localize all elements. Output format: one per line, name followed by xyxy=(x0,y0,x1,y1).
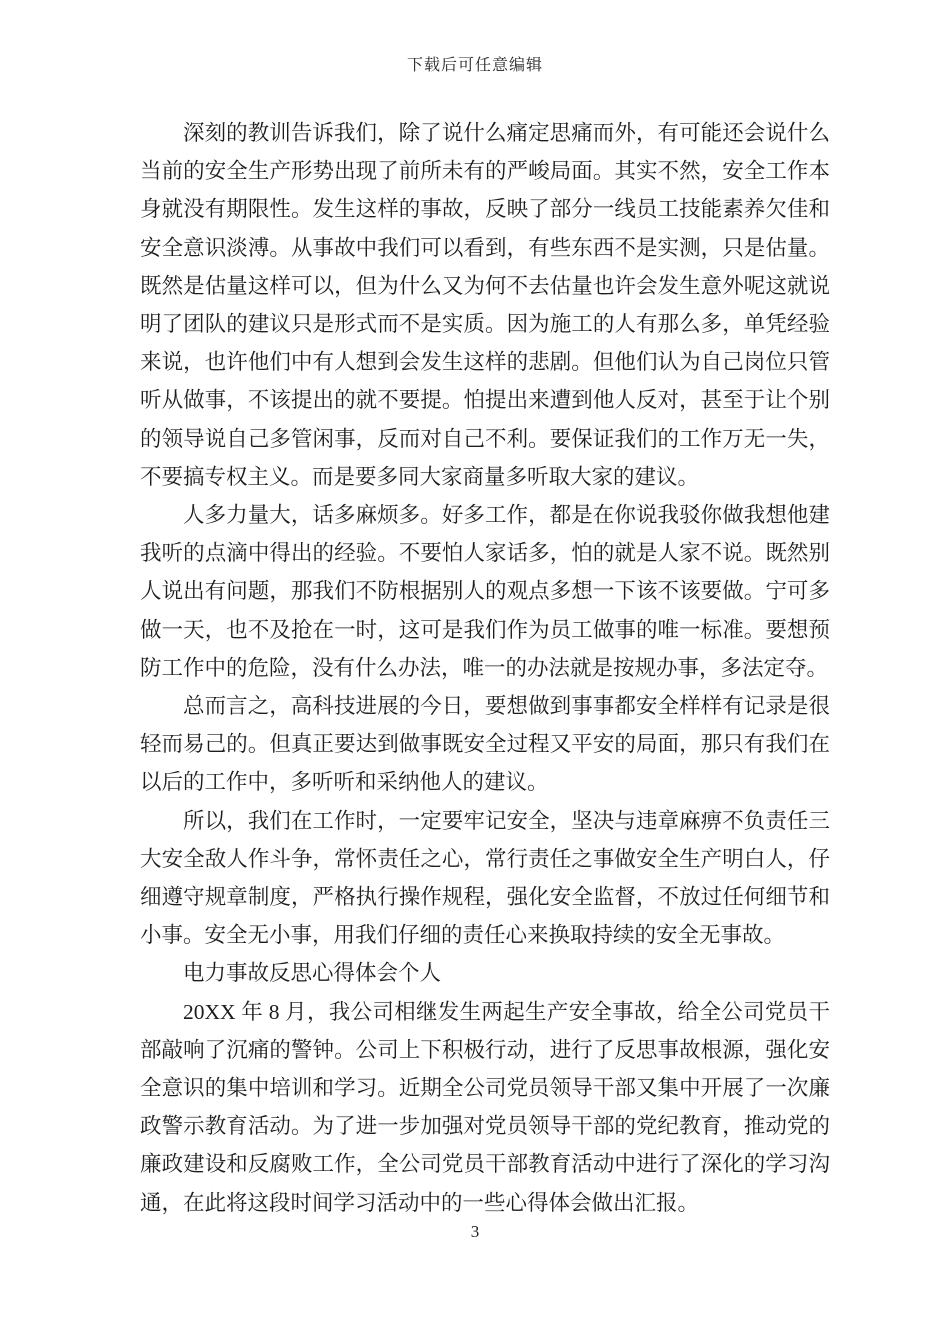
paragraph: 深刻的教训告诉我们，除了说什么痛定思痛而外，有可能还会说什么当前的安全生产形势出现了前所未有的严峻局面。其实不然，安全工作本身就没有期限性。发生这样的事故，反映了部分一线员工技能素养欠佳和安全意识淡溥。从事故中我们可以看到，有些东西不是实测，只是估量。既然是估量这样可以，但为什么又为何不去估量也许会发生意外呢这就说明了团队的建议只是形式而不是实质。因为施工的人有那么多，单凭经验来说，也许他们中有人想到会发生这样的悲剧。但他们认为自己岗位只管听从做事，不该提出的就不要提。怕提出来遭到他人反对，甚至于让个别的领导说自己多管闲事，反而对自己不利。要保证我们的工作万无一失，不要搞专权主义。而是要多同大家商量多听取大家的建议。 xyxy=(140,121,830,489)
paragraph: 总而言之，高科技进展的今日，要想做到事事都安全样样有记录是很轻而易己的。但真正要达到做事既安全过程又平安的局面，那只有我们在以后的工作中，多听听和采纳他人的建议。 xyxy=(140,694,830,795)
paragraph: 人多力量大，话多麻烦多。好多工作，都是在你说我驳你做我想他建我听的点滴中得出的经验。不要怕人家话多，怕的就是人家不说。既然别人说出有问题，那我们不防根据别人的观点多想一下该不该要做。宁可多做一天，也不及抢在一时，这可是我们作为员工做事的唯一标准。要想预防工作中的危险，没有什么办法，唯一的办法就是按规办事，多法定夺。 xyxy=(140,503,830,680)
paragraph: 所以，我们在工作时，一定要牢记安全，坚决与违章麻痹不负责任三大安全敌人作斗争，常怀责任之心，常行责任之事做安全生产明白人，仔细遵守规章制度，严格执行操作规程，强化安全监督，不放过任何细节和小事。安全无小事，用我们仔细的责任心来换取持续的安全无事故。 xyxy=(140,808,830,948)
header-watermark: 下载后可任意编辑 xyxy=(406,57,543,74)
paragraph: 20XX 年 8 月，我公司相继发生两起生产安全事故，给全公司党员干部敲响了沉痛的警钟。公司上下积极行动，进行了反思事故根源，强化安全意识的集中培训和学习。近期全公司党员领导干部又集中开展了一次廉政警示教育活动。为了进一步加强对党员领导干部的党纪教育，推动党的廉政建设和反腐败工作，全公司党员干部教育活动中进行了深化的学习沟通，在此将这段时间学习活动中的一些心得体会做出汇报。 xyxy=(140,999,830,1215)
document-body xyxy=(140,114,830,1222)
page-number: 3 xyxy=(470,1222,480,1241)
paragraph: 电力事故反思心得体会个人 xyxy=(183,961,442,986)
